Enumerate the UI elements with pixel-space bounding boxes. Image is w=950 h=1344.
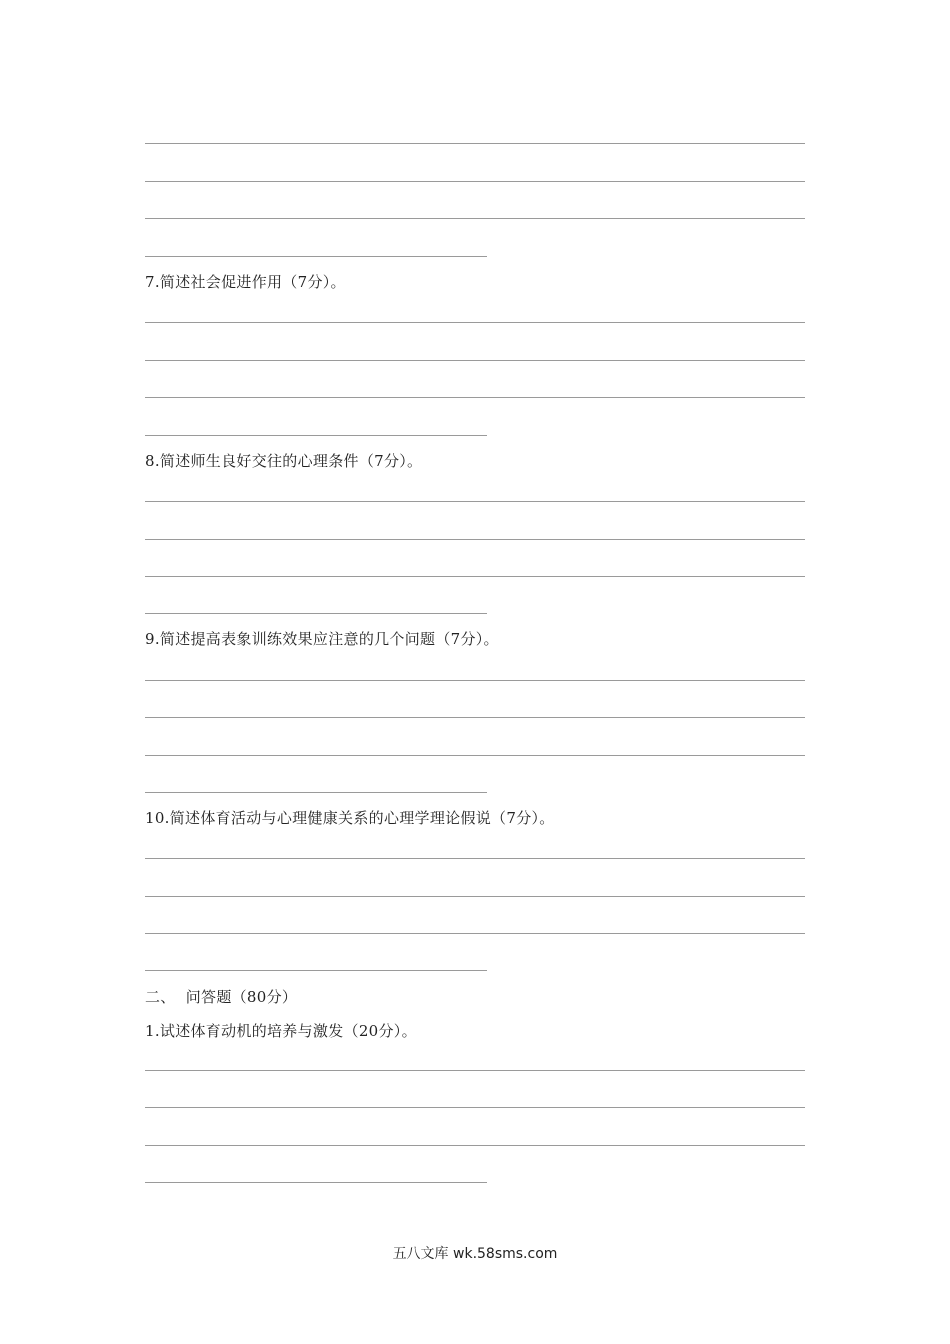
answer-line [145, 1107, 805, 1108]
answer-line [145, 1070, 805, 1071]
answer-line [145, 539, 805, 540]
question-10: 10.简述体育活动与心理健康关系的心理学理论假说（7分）。 [145, 809, 555, 827]
answer-line-short [145, 1182, 487, 1183]
section-heading: 二、 问答题（80分） [145, 988, 298, 1006]
question-8: 8.简述师生良好交往的心理条件（7分）。 [145, 452, 423, 470]
answer-line [145, 143, 805, 144]
answer-line [145, 322, 805, 323]
answer-line [145, 218, 805, 219]
answer-line [145, 1145, 805, 1146]
question-7: 7.简述社会促进作用（7分）。 [145, 273, 346, 291]
answer-line-short [145, 256, 487, 257]
answer-line [145, 755, 805, 756]
answer-line-short [145, 792, 487, 793]
footer-watermark: 五八文库 wk.58sms.com [392, 1246, 558, 1262]
answer-line [145, 896, 805, 897]
answer-line-short [145, 613, 487, 614]
answer-line [145, 576, 805, 577]
answer-line [145, 181, 805, 182]
answer-line-short [145, 435, 487, 436]
answer-line [145, 717, 805, 718]
question-essay-1: 1.试述体育动机的培养与激发（20分）。 [145, 1022, 417, 1040]
answer-line [145, 858, 805, 859]
answer-line [145, 501, 805, 502]
answer-line [145, 933, 805, 934]
question-9: 9.简述提高表象训练效果应注意的几个问题（7分）。 [145, 630, 499, 648]
answer-line [145, 397, 805, 398]
answer-line [145, 680, 805, 681]
answer-line [145, 360, 805, 361]
answer-line-short [145, 970, 487, 971]
